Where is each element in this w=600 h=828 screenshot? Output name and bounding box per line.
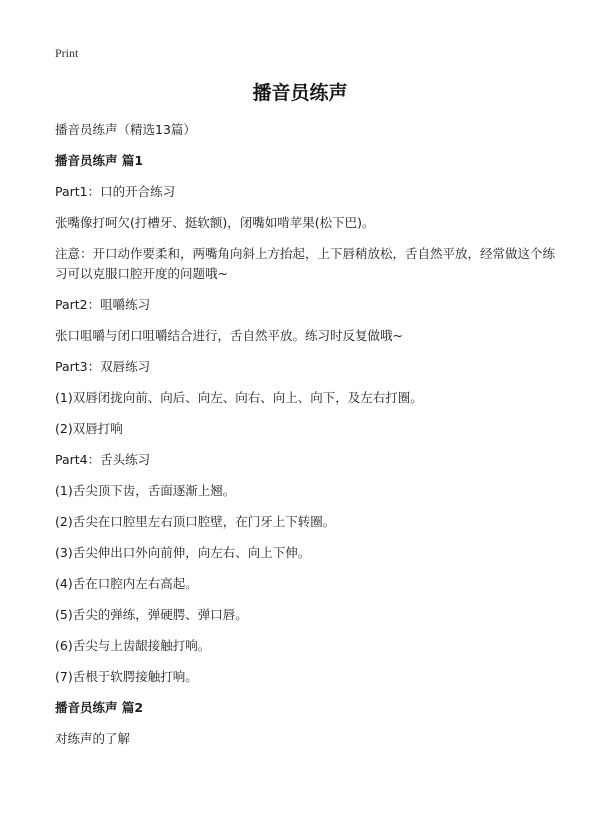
paragraph: (1)双唇闭拢向前、向后、向左、向右、向上、向下，及左右打圈。 — [55, 390, 423, 405]
paragraph: (2)舌尖在口腔里左右顶口腔壁，在门牙上下转圈。 — [55, 514, 336, 529]
paragraph: 对练声的了解 — [55, 731, 131, 746]
paragraph: (1)舌尖顶下齿，舌面逐渐上翘。 — [55, 483, 236, 498]
part-heading: Part2：咀嚼练习 — [55, 297, 151, 312]
paragraph: (4)舌在口腔内左右高起。 — [55, 576, 198, 591]
paragraph: (3)舌尖伸出口外向前伸，向左右、向上下伸。 — [55, 545, 311, 560]
paragraph: 张嘴像打呵欠(打槽牙、挺软额)，闭嘴如啃苹果(松下巴)。 — [55, 215, 375, 230]
print-link[interactable]: Print — [55, 46, 79, 60]
section-heading: 播音员练声 篇2 — [55, 700, 144, 715]
part-heading: Part4：舌头练习 — [55, 452, 151, 467]
section-heading: 播音员练声 篇1 — [55, 153, 144, 168]
paragraph: 张口咀嚼与闭口咀嚼结合进行，舌自然平放。练习时反复做哦~ — [55, 328, 403, 343]
part-heading: Part3：双唇练习 — [55, 359, 151, 374]
document-subtitle: 播音员练声（精选13篇） — [55, 122, 196, 137]
paragraph: (7)舌根于软腭接触打响。 — [55, 669, 198, 684]
document-title: 播音员练声 — [252, 82, 348, 104]
paragraph: (2)双唇打响 — [55, 421, 123, 436]
document-body — [55, 120, 555, 760]
part-heading: Part1：口的开合练习 — [55, 184, 176, 199]
paragraph: 注意：开口动作要柔和，两嘴角向斜上方抬起，上下唇稍放松，舌自然平放，经常做这个练习可以克服口腔开度的问题哦~ — [55, 246, 556, 281]
paragraph: (6)舌尖与上齿龈接触打响。 — [55, 638, 211, 653]
paragraph: (5)舌尖的弹练，弹硬腭、弹口唇。 — [55, 607, 248, 622]
